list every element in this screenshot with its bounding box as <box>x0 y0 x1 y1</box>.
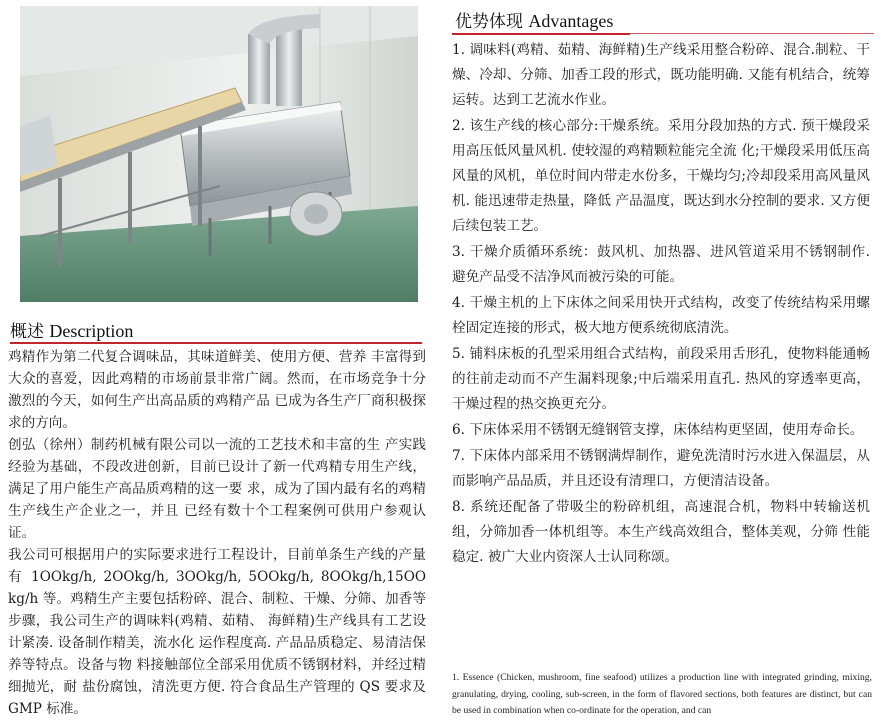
description-paragraph-1: 鸡精作为第二代复合调味品，其味道鲜美、使用方便、营养 丰富得到大众的喜爱，因此鸡精的市场前景非常广阔。然而，在市场竞争十分激烈的今天，如何生产出高品质的鸡精产品 已成为各生产厂商积极探求的方向。 <box>8 349 426 431</box>
advantage-item-3: 3. 干燥介质循环系统：鼓风机、加热器、进风管道采用不锈钢制作. 避免产品受不洁净风而被污染的可能。 <box>452 244 870 285</box>
advantage-item-2: 2. 该生产线的核心部分:干燥系统。采用分段加热的方式. 预干燥段采用高压低风量风机. 使较湿的鸡精颗粒能完全流 化;干燥段采用低压高风量的风机，单位时间内带走水份多，干燥均匀;冷却段采用高风量风机. 能迅速带走热量，降低 产品温度，既达到水分控制的要求. 又方便后续包装工艺。 <box>452 118 870 234</box>
advantages-title-rule-extension <box>630 33 874 34</box>
advantages-title-rule <box>452 33 630 35</box>
advantages-list <box>452 38 870 571</box>
description-body <box>8 346 426 720</box>
description-paragraph-2: 创弘（徐州）制药机械有限公司以一流的工艺技术和丰富的生 产实践经验为基础，不段改进创新，目前已设计了新一代鸡精专用生产线，满足了用户能生产高品质鸡精的这一要 求，成为了国内最有名的鸡精生产线生产企业之一，并且 已经有数十个工程案例可供用户参观认证。 <box>8 437 426 541</box>
advantage-item-5: 5. 铺料床板的孔型采用组合式结构，前段采用舌形孔，使物料能通畅的往前走动而不产生漏料现象;中后端采用直孔. 热风的穿透率更高，干燥过程的热交换更充分。 <box>452 346 870 412</box>
production-line-photo <box>20 6 418 302</box>
description-title-rule <box>10 342 422 344</box>
english-footnote: 1. Essence (Chicken, mushroom, fine seafood) utilizes a production line with integrated grinding, mixing, granulating, drying, cooling, sub-screen, in the form of flavored sections, both features are distinct, but can be used in combination when co-ordinate for the operation, and can <box>452 672 872 716</box>
description-title-en: Description <box>49 321 134 341</box>
advantage-item-6: 6. 下床体采用不锈钢无缝钢管支撑，床体结构更坚固，使用寿命长。 <box>452 422 864 438</box>
advantages-title-cn: 优势体现 <box>455 12 523 32</box>
advantage-item-8: 8. 系统还配备了带吸尘的粉碎机组，高速混合机，物料中转输送机组，分筛加香一体机组等。本生产线高效组合，整体美观，分筛 性能稳定. 被广大业内资深人士认同称颂。 <box>452 499 870 565</box>
advantage-item-4: 4. 干燥主机的上下床体之间采用快开式结构，改变了传统结构采用螺栓固定连接的形式，极大地方便系统彻底清洗。 <box>452 295 870 336</box>
description-title <box>10 320 133 343</box>
description-paragraph-3: 我公司可根据用户的实际要求进行工程设计，目前单条生产线的产量有 1OOkg/h, 2OOkg/h, 3OOkg/h, 5OOkg/h, 8OOkg/h,15OO kg/h 等。鸡精生产主要包括粉碎、混合、制粒、干燥、分筛、加香等步骤，我公司生产的调味料(鸡精、茹精、 海鲜精)生产线具有工艺设计紧凑. 设备制作精美，流水化 运作程度高. 产品品质稳定、易清洁保养等特点。设备与物 料接触部位全部采用优质不锈钢材料，并经过精细抛光，耐 盐份腐蚀，清洗更方便. 符合食品生产管理的 QS 要求及 GMP 标准。 <box>8 547 426 717</box>
description-title-cn: 概述 <box>10 322 44 342</box>
advantage-item-7: 7. 下床体内部采用不锈钢满焊制作，避免洗清时污水进入保温层，从而影响产品品质，并且还设有清理口，方便清洁设备。 <box>452 448 870 489</box>
advantages-title-en: Advantages <box>528 11 614 31</box>
advantages-title <box>455 10 613 33</box>
advantage-item-1: 1. 调味料(鸡精、茹精、海鲜精)生产线采用整合粉碎、混合.制粒、干燥、冷却、分筛、加香工段的形式，既功能明确. 又能有机结合，统筹运转。达到工艺流水作业。 <box>452 42 870 108</box>
